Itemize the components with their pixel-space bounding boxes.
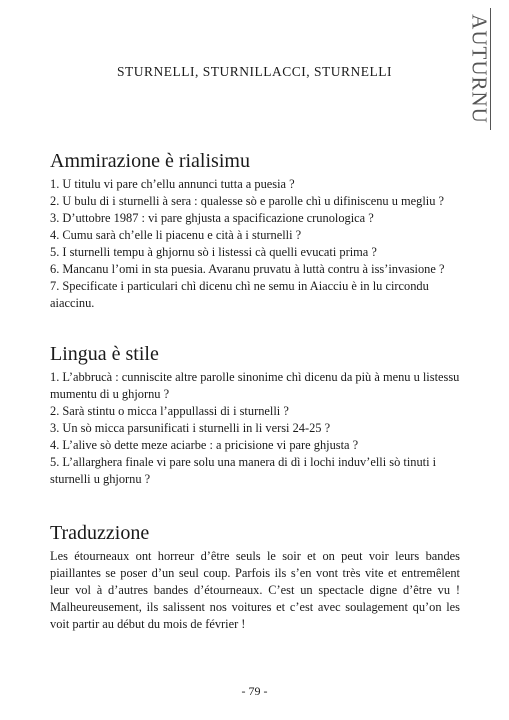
question-list xyxy=(50,369,460,488)
section-lingua xyxy=(50,343,460,488)
translation-paragraph: Les étourneaux ont horreur d’être seuls le soir et on peut voir leurs bandes piaillantes se poser d’un seul coup. Parfois ils s’en vont très vite et entremêlent leur vol à d’autres bandes d’étourneaux. C’est un spectacle digne d’être vu ! Malheureusement, ils salissent nos voitures et c’est avec soulagement qu’on les voit partir au début du mois de février ! xyxy=(50,549,460,631)
list-item: 2. U bulu di i sturnelli à sera : qualesse sò e parolle chì u difiniscenu u megliu ? xyxy=(50,194,444,208)
side-tab-label: AUTURNU xyxy=(467,14,492,124)
list-item: 6. Mancanu l’omi in sta puesia. Avaranu pruvatu à luttà contru à iss’invasione ? xyxy=(50,262,445,276)
list-item: 5. I sturnelli tempu à ghjornu sò i listessi cà quelli evucati prima ? xyxy=(50,245,377,259)
section-heading: Lingua è stile xyxy=(50,343,159,365)
section-traduzzione xyxy=(50,522,460,633)
list-item: 2. Sarà stintu o micca l’appullassi di i sturnelli ? xyxy=(50,404,289,418)
section-ammirazione xyxy=(50,150,460,312)
list-item: 4. Cumu sarà ch’elle li piacenu e cità à i sturnelli ? xyxy=(50,228,302,242)
list-item: 7. Specificate i particulari chì dicenu chì ne semu in Aiacciu è in lu circondu aiaccinu. xyxy=(50,279,429,310)
page-title: STURNELLI, STURNILLACCI, STURNELLI xyxy=(117,64,392,79)
section-heading: Traduzzione xyxy=(50,522,150,544)
page-number: - 79 - xyxy=(241,684,268,698)
list-item: 3. D’uttobre 1987 : vi pare ghjusta a spacificazione crunologica ? xyxy=(50,211,374,225)
list-item: 1. U titulu vi pare ch’ellu annunci tutta a puesia ? xyxy=(50,177,295,191)
list-item: 1. L’abbrucà : cunniscite altre parolle sinonime chì dicenu da più à menu u listessu mumentu di u ghjornu ? xyxy=(50,370,460,401)
section-heading: Ammirazione è rialisimu xyxy=(50,150,250,172)
list-item: 4. L’alive sò dette meze aciarbe : a pricisione vi pare ghjusta ? xyxy=(50,438,359,452)
question-list xyxy=(50,176,460,312)
list-item: 5. L’allarghera finale vi pare solu una manera di dì i lochi induv’elli sò tinuti i sturnelli u ghjornu ? xyxy=(50,455,437,486)
list-item: 3. Un sò micca parsunificati i sturnelli in li versi 24-25 ? xyxy=(50,421,331,435)
